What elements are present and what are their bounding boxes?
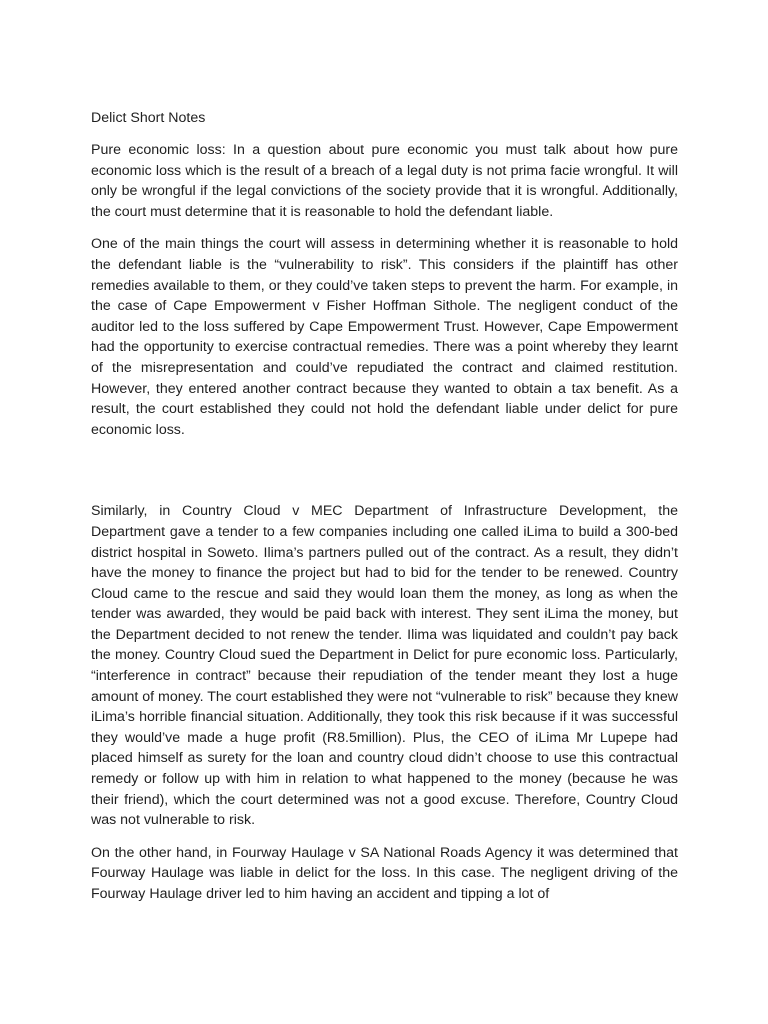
paragraph-pure-economic-loss: Pure economic loss: In a question about pure economic you must talk about how pure economic loss which is the result of a breach of a legal duty is not prima facie wrongful. It will only be wrongful if the legal convictions of the society provide that it is wrongful. Additionally, the court must determine that it is reasonable to hold the defendant liable. <box>91 142 678 220</box>
paragraph-country-cloud: Similarly, in Country Cloud v MEC Department of Infrastructure Development, the Department gave a tender to a few companies including one called iLima to build a 300-bed district hospital in Soweto. Ilima’s partners pulled out of the contract. As a result, they didn’t have the money to finance the project but had to bid for the tender to be renewed. Country Cloud came to the rescue and said they would loan them the money, as long as when the tender was awarded, they would be paid back with interest. They sent iLima the money, but the Department decided to not renew the tender. Ilima was liquidated and couldn’t pay back the money. Country Cloud sued the Department in Delict for pure economic loss. Particularly, “interference in contract” because their repudiation of the tender meant they lost a huge amount of money. The court established they were not “vulnerable to risk” because they knew iLima’s horrible financial situation. Additionally, they took this risk because if it was successful they would’ve made a huge profit (R8.5million). Plus, the CEO of iLima Mr Lupepe had placed himself as surety for the loan and country cloud didn’t choose to use this contractual remedy or follow up with him in relation to what happened to the money (because he was their friend), which the court determined was not a good excuse. Therefore, Country Cloud was not vulnerable to risk. <box>91 503 678 829</box>
document-title: Delict Short Notes <box>91 110 206 126</box>
paragraph-fourway-haulage: On the other hand, in Fourway Haulage v SA National Roads Agency it was determined that Fourway Haulage was liable in delict for the loss. In this case. The negligent driving of the Fourway Haulage driver led to him having an accident and tipping a lot of <box>91 844 678 902</box>
document-page <box>91 108 678 917</box>
paragraph-vulnerability-to-risk: One of the main things the court will assess in determining whether it is reasonable to hold the defendant liable is the “vulnerability to risk”. This considers if the plaintiff has other remedies available to them, or they could’ve taken steps to prevent the harm. For example, in the case of Cape Empowerment v Fisher Hoffman Sithole. The negligent conduct of the auditor led to the loss suffered by Cape Empowerment Trust. However, Cape Empowerment had the opportunity to exercise contractual remedies. There was a point whereby they learnt of the misrepresentation and could’ve repudiated the contract and claimed restitution. However, they entered another contract because they wanted to obtain a tax benefit. As a result, the court established they could not hold the defendant liable under delict for pure economic loss. <box>91 236 678 438</box>
